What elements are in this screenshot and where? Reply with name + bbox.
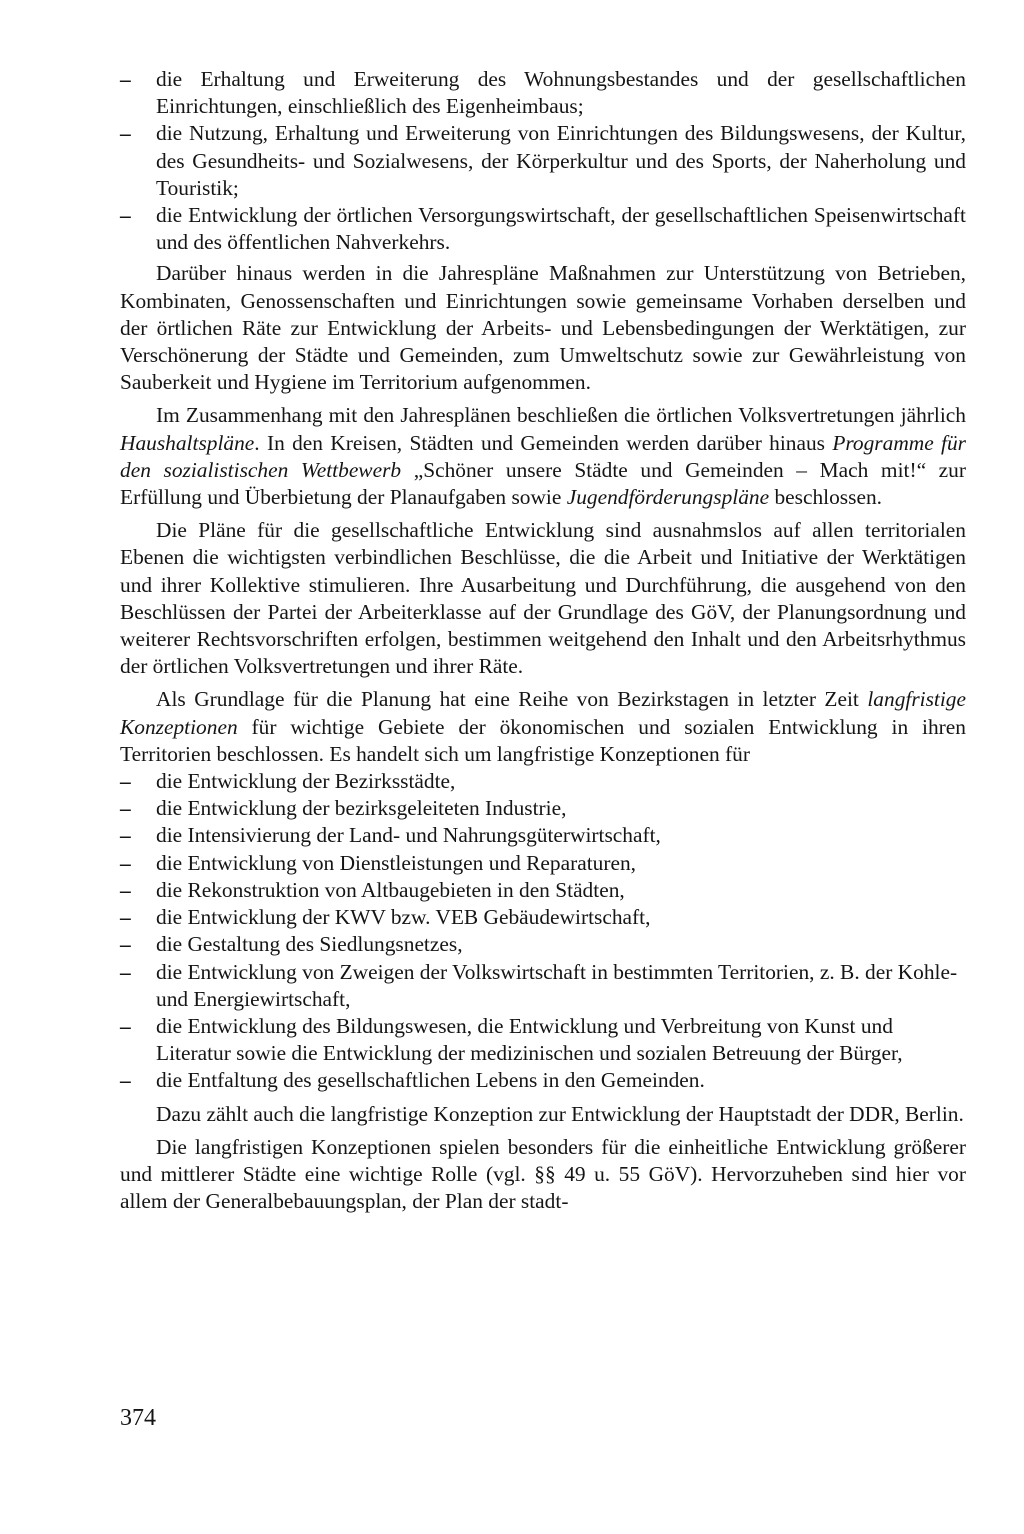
list-item: – die Entwicklung von Zweigen der Volkswirtschaft in bestimmten Territorien, z. B. der Kohle- und Energiewirtschaft, (120, 959, 966, 1013)
list-item: – die Gestaltung des Siedlungsnetzes, (120, 931, 966, 958)
list-item: – die Erhaltung und Erweiterung des Wohnungsbestandes und der gesellschaftlichen Einrichtungen, einschließlich des Eigenheimbaus; (120, 66, 966, 120)
text-span: beschlossen. (769, 485, 882, 510)
paragraph: Die langfristigen Konzeptionen spielen besonders für die einheitliche Entwicklung größerer und mittlerer Städte eine wichtige Rolle (vgl. §§ 49 u. 55 GöV). Hervorzuheben sind hier vor allem der Generalbebauungsplan, der Plan der stadt- (120, 1134, 966, 1214)
list-item: – die Entfaltung des gesellschaftlichen Lebens in den Gemeinden. (120, 1067, 966, 1094)
list-item: – die Rekonstruktion von Altbaugebieten in den Städten, (120, 877, 966, 904)
paragraph (120, 686, 966, 768)
list-item: – die Entwicklung der bezirksgeleiteten Industrie, (120, 795, 966, 822)
concepts-list (120, 768, 966, 1094)
page-number: 374 (120, 1405, 156, 1431)
list-item: – die Entwicklung des Bildungswesen, die Entwicklung und Verbreitung von Kunst und Literatur sowie die Entwicklung der medizinischen und sozialen Betreuung der Bürger, (120, 1013, 966, 1067)
list-item: – die Entwicklung der KWV bzw. VEB Gebäudewirtschaft, (120, 904, 966, 931)
measures-list (120, 66, 966, 256)
list-item: – die Entwicklung der örtlichen Versorgungswirtschaft, der gesellschaftlichen Speisenwirtschaft und des öffentlichen Nahverkehrs. (120, 202, 966, 256)
paragraph (120, 402, 966, 511)
text-span: Als Grundlage für die Planung hat eine Reihe von Bezirkstagen in letzter Zeit (156, 687, 868, 712)
italic-term: Haushaltspläne (120, 430, 255, 455)
list-item: – die Entwicklung von Dienstleistungen und Reparaturen, (120, 850, 966, 877)
body-text (120, 66, 966, 1215)
text-span: Im Zusammenhang mit den Jahresplänen beschließen die örtlichen Volksvertretungen jährlich (156, 403, 966, 428)
list-item: – die Entwicklung der Bezirksstädte, (120, 768, 966, 795)
text-span: für wichtige Gebiete der ökonomischen und sozialen Entwicklung in ihren Territorien beschlossen. Es handelt sich um langfristige Konzeptionen für (120, 714, 966, 766)
paragraph: Die Pläne für die gesellschaftliche Entwicklung sind ausnahmslos auf allen territorialen Ebenen die wichtigsten verbindlichen Beschlüsse, die die Arbeit und Initiative der Werktätigen und ihrer Kollektive stimulieren. Ihre Ausarbeitung und Durchführung, die ausgehend von den Beschlüssen der Partei der Arbeiterklasse auf der Grundlage des GöV, der Planungsordnung und weiterer Rechtsvorschriften erfolgen, bestimmen weitgehend den Inhalt und den Arbeitsrhythmus der örtlichen Volksvertretungen und ihrer Räte. (120, 518, 966, 679)
text-span: . In den Kreisen, Städten und Gemeinden werden darüber hinaus (254, 430, 833, 455)
paragraph: Darüber hinaus werden in die Jahrespläne Maßnahmen zur Unterstützung von Betrieben, Kombinaten, Genossenschaften und Einrichtungen sowie gemeinsame Vorhaben derselben und der örtlichen Räte zur Entwicklung der Arbeits- und Lebensbedingungen der Werktätigen, zur Verschönerung der Städte und Gemeinden, zum Umweltschutz sowie zur Gewährleistung von Sauberkeit und Hygiene im Territorium aufgenommen. (120, 261, 966, 395)
text-span: „Schöner unsere Städte und Gemeinden – Mach mit!“ zur Erfüllung und Überbietung der Planaufgaben sowie (120, 457, 966, 510)
paragraph: Dazu zählt auch die langfristige Konzeption zur Entwicklung der Hauptstadt der DDR, Berlin. (156, 1101, 964, 1126)
italic-term: langfristige Konzeptionen (120, 687, 966, 739)
list-item: – die Nutzung, Erhaltung und Erweiterung von Einrichtungen des Bildungswesens, der Kultur, des Gesundheits- und Sozialwesens, der Körperkultur und des Sports, der Naherholung und Touristik; (120, 120, 966, 202)
italic-term: Jugendförderungspläne (566, 485, 770, 510)
list-item: – die Intensivierung der Land- und Nahrungsgüterwirtschaft, (120, 822, 966, 849)
italic-term: Programme für den sozialistischen Wettbewerb (120, 430, 966, 482)
